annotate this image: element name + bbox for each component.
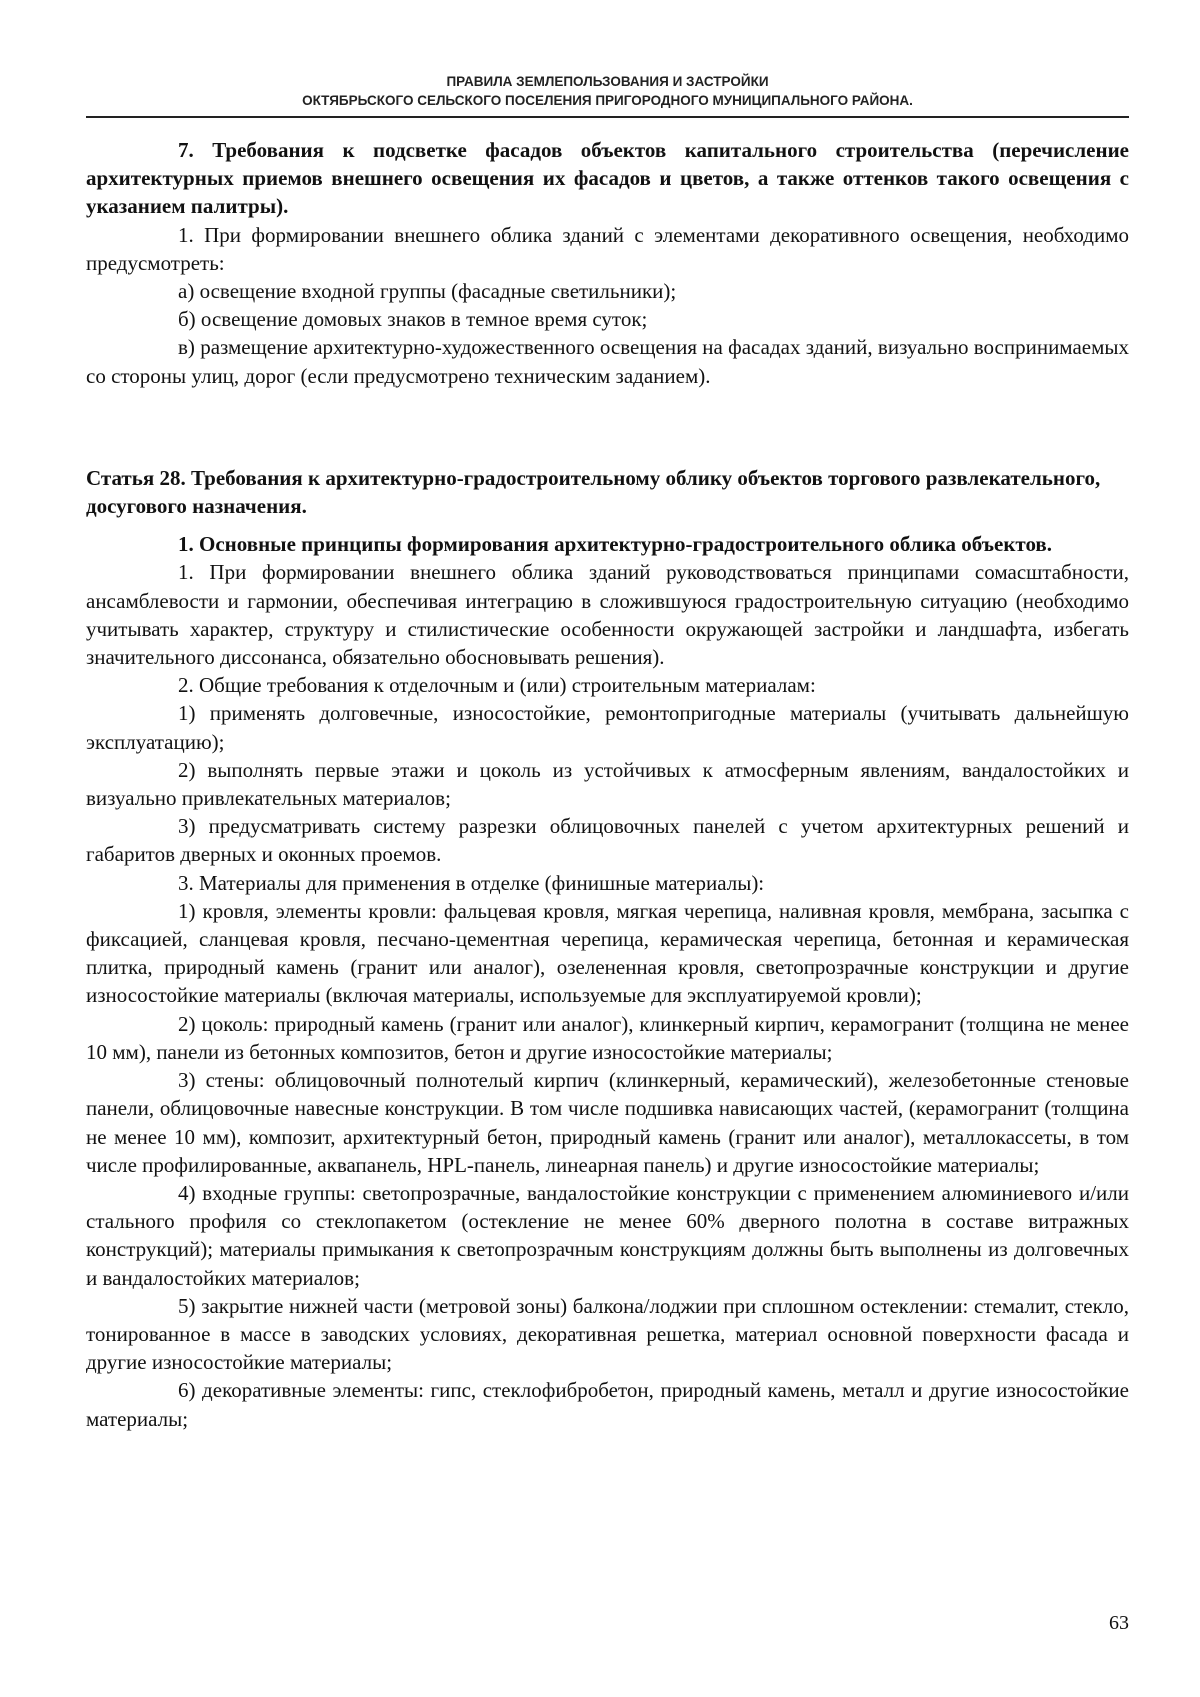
section-7-item-b: б) освещение домовых знаков в темное время суток;: [178, 307, 648, 332]
article-28-paragraph-3: 3. Материалы для применения в отделке (финишные материалы):: [178, 870, 765, 895]
article-28-paragraph-3-item-5: 5) закрытие нижней части (метровой зоны) балкона/лоджии при сплошном остеклении: стемалит, стекло, тонированное в массе в заводских условиях, декоративная решетка, материал основной поверхности фасада и другие износостойкие материалы;: [86, 1293, 1129, 1375]
article-28-paragraph-3-item-4: 4) входные группы: светопрозрачные, вандалостойкие конструкции с применением алюминиевого и/или стального профиля со стеклопакетом (остекление не менее 60% дверного полотна в составе витражных конструкций); материалы примыкания к светопрозрачным конструкциям должны быть выполнены из долговечных и вандалостойких материалов;: [86, 1180, 1129, 1290]
article-28-paragraph-2: 2. Общие требования к отделочным и (или) строительным материалам:: [178, 673, 816, 698]
section-7-heading: 7. Требования к подсветке фасадов объектов капитального строительства (перечисление архитектурных приемов внешнего освещения их фасадов и цветов, а также оттенков такого освещения с указанием палитры).: [86, 138, 1129, 219]
article-28-paragraph-2-item-1: 1) применять долговечные, износостойкие, ремонтопригодные материалы (учитывать дальнейшую эксплуатацию);: [86, 701, 1129, 754]
header-line-2: ОКТЯБРЬСКОГО СЕЛЬСКОГО ПОСЕЛЕНИЯ ПРИГОРОДНОГО МУНИЦИПАЛЬНОГО РАЙОНА.: [302, 93, 913, 108]
article-28-paragraph-2-item-3: 3) предусматривать систему разрезки облицовочных панелей с учетом архитектурных решений и габаритов дверных и оконных проемов.: [86, 814, 1129, 867]
article-28-section-1-heading: 1. Основные принципы формирования архитектурно-градостроительного облика объектов.: [178, 532, 1053, 557]
header-rule: [86, 116, 1129, 118]
article-28-paragraph-3-item-3: 3) стены: облицовочный полнотелый кирпич (клинкерный, керамический), железобетонные стеновые панели, облицовочные навесные конструкции. В том числе подшивка нависающих частей, (керамогранит (толщина не менее 10 мм), композит, архитектурный бетон, природный камень (гранит или аналог), металлокассеты, в том числе профилированные, аквапанель, HPL-панель, линеарная панель) и другие износостойкие материалы;: [86, 1068, 1129, 1177]
article-28-paragraph-1: 1. При формировании внешнего облика зданий руководствоваться принципами сомасштабности, ансамблевости и гармонии, обеспечивая интеграцию в сложившуюся градостроительную ситуацию (необходимо учитывать характер, структуру и стилистические особенности окружающей застройки и ландшафта, избегать значительного диссонанса, обязательно обосновывать решения).: [86, 560, 1129, 670]
running-header: [86, 72, 1129, 110]
page-number: 63: [1109, 1612, 1129, 1634]
section-7-item-c: в) размещение архитектурно-художественного освещения на фасадах зданий, визуально воспринимаемых со стороны улиц, дорог (если предусмотрено техническим заданием).: [86, 335, 1129, 388]
header-line-1: ПРАВИЛА ЗЕМЛЕПОЛЬЗОВАНИЯ И ЗАСТРОЙКИ: [446, 74, 769, 89]
document-body: [86, 136, 1129, 1433]
section-7-item-a: а) освещение входной группы (фасадные светильники);: [178, 279, 677, 304]
article-28-paragraph-2-item-2: 2) выполнять первые этажи и цоколь из устойчивых к атмосферным явлениям, вандалостойких и визуально привлекательных материалов;: [86, 757, 1129, 811]
article-28-title: Статья 28. Требования к архитектурно-градостроительному облику объектов торгового развлекательного, досугового назначения.: [86, 465, 1101, 519]
article-28-paragraph-3-item-6: 6) декоративные элементы: гипс, стеклофибробетон, природный камень, металл и другие износостойкие материалы;: [86, 1378, 1129, 1431]
article-28-paragraph-3-item-2: 2) цоколь: природный камень (гранит или аналог), клинкерный кирпич, керамогранит (толщина не менее 10 мм), панели из бетонных композитов, бетон и другие износостойкие материалы;: [86, 1011, 1129, 1064]
article-28-paragraph-3-item-1: 1) кровля, элементы кровли: фальцевая кровля, мягкая черепица, наливная кровля, мембрана, засыпка с фиксацией, сланцевая кровля, песчано-цементная черепица, керамическая черепица, бетонная и керамическая плитка, природный камень (гранит или аналог), озелененная кровля, светопрозрачные конструкции и другие износостойкие материалы (включая материалы, используемые для эксплуатируемой кровли);: [86, 898, 1129, 1008]
section-7-paragraph-1: 1. При формировании внешнего облика зданий с элементами декоративного освещения, необходимо предусмотреть:: [86, 222, 1129, 275]
spacer: [86, 520, 1129, 530]
spacer: [86, 390, 1129, 464]
